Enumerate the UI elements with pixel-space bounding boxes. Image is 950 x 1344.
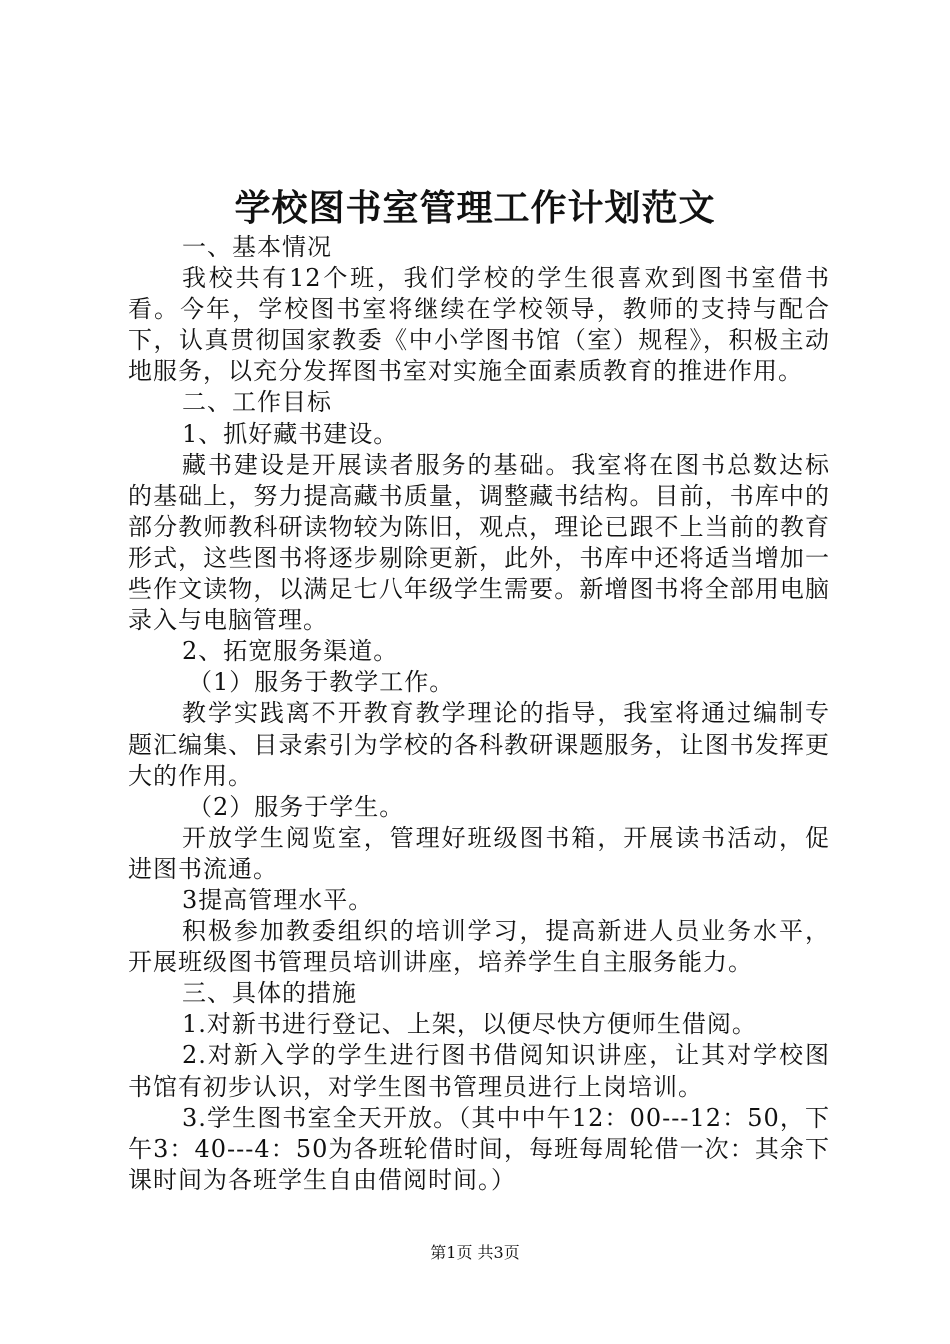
section-heading-1: 一、基本情况 xyxy=(182,233,332,261)
document-body xyxy=(128,232,830,1196)
subheading-management: 3提高管理水平。 xyxy=(182,885,374,914)
document-title: 学校图书室管理工作计划范文 xyxy=(234,187,716,229)
page-number: 第1页 共3页 xyxy=(430,1243,520,1262)
paragraph-collection: 藏书建设是开展读者服务的基础。我室将在图书总数达标的基础上，努力提高藏书质量，调整藏书结构。目前，书库中的部分教师教科研读物较为陈旧，观点，理论已跟不上当前的教育形式，这些图书将逐步剔除更新，此外，书库中还将适当增加一些作文读物，以满足七八年级学生需要。新增图书将全部用电脑录入与电脑管理。 xyxy=(128,450,830,635)
paragraph-basic-info: 我校共有12个班，我们学校的学生很喜欢到图书室借书看。今年，学校图书室将继续在学校领导，教师的支持与配合下，认真贯彻国家教委《中小学图书馆（室）规程》，积极主动地服务，以充分发挥图书室对实施全面素质教育的推进作用。 xyxy=(128,264,830,386)
measure-item-3: 3.学生图书室全天开放。（其中中午12：00---12：50，下午3：40---4：50为各班轮借时间，每班每周轮借一次：其余下课时间为各班学生自由借阅时间。） xyxy=(128,1103,830,1194)
measure-item-2: 2.对新入学的学生进行图书借阅知识讲座，让其对学校图书馆有初步认识，对学生图书管理员进行上岗培训。 xyxy=(128,1041,830,1101)
section-heading-2: 二、工作目标 xyxy=(182,388,332,417)
subheading-service: 2、拓宽服务渠道。 xyxy=(182,637,399,666)
subheading-students: （2）服务于学生。 xyxy=(188,792,405,821)
subheading-collection: 1、抓好藏书建设。 xyxy=(182,419,399,448)
paragraph-students: 开放学生阅览室，管理好班级图书箱，开展读书活动，促进图书流通。 xyxy=(128,823,830,883)
paragraph-management: 积极参加教委组织的培训学习，提高新进人员业务水平，开展班级图书管理员培训讲座，培养学生自主服务能力。 xyxy=(128,917,830,977)
subheading-teaching: （1）服务于教学工作。 xyxy=(188,668,455,697)
measure-item-1: 1.对新书进行登记、上架，以便尽快方便师生借阅。 xyxy=(182,1010,757,1039)
section-heading-3: 三、具体的措施 xyxy=(182,979,357,1008)
paragraph-teaching: 教学实践离不开教育教学理论的指导，我室将通过编制专题汇编集、目录索引为学校的各科教研课题服务，让图书发挥更大的作用。 xyxy=(128,699,830,790)
